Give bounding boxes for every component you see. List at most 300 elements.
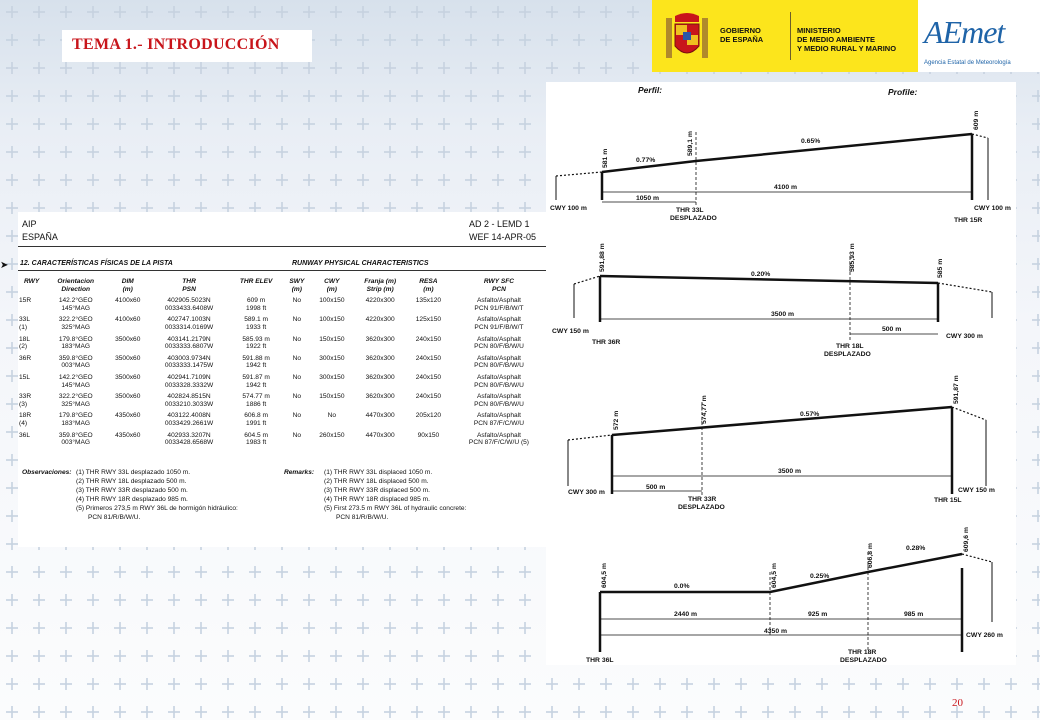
p3-elev-right: 591,87 m [953, 375, 960, 404]
cell-elev2: 1991 ft [246, 419, 267, 427]
table-cell [283, 410, 310, 429]
cell-sfc2: PCN 87/F/C/W/U (5) [468, 439, 530, 447]
p4-slope-2: 0.25% [810, 573, 830, 580]
table-cell [353, 334, 406, 353]
table-cell [18, 430, 45, 449]
p3-cwy-left: CWY 300 m [568, 489, 605, 496]
table-cell [450, 353, 548, 372]
column-header-line-2: (m) [326, 285, 337, 293]
table-cell [310, 295, 353, 314]
column-header [149, 276, 229, 295]
cell-dir1: 322.2°GEO [58, 393, 93, 401]
cell-thr2: 0033433.6408W [164, 304, 214, 312]
section-title-es: 12. CARACTERÍSTICAS FÍSICAS DE LA PISTA [20, 260, 173, 267]
cell-sfc2: PCN 91/F/B/W/T [474, 323, 524, 331]
profile-1 [556, 132, 988, 206]
logo-divider [790, 12, 791, 60]
table-cell [106, 314, 149, 333]
aip-runway-table-document [0, 212, 548, 547]
table-cell [407, 430, 450, 449]
section-title-en: RUNWAY PHYSICAL CHARACTERISTICS [292, 260, 429, 267]
p3-elev-mid: 574,77 m [701, 395, 708, 424]
note-line: (1) THR RWY 33L desplazado 1050 m. [76, 469, 191, 476]
cell-cwy: 100x150 [319, 316, 345, 324]
p1-thr-displaced-1: THR 33L [676, 207, 704, 214]
cell-rwy1: 33R [19, 393, 32, 401]
table-cell [283, 314, 310, 333]
table-cell [353, 430, 406, 449]
p3-thr-displaced-1: THR 33R [688, 496, 717, 503]
cell-elev2: 1886 ft [246, 400, 267, 408]
cell-rwy1: 15R [19, 297, 32, 305]
aip-page-ref: AD 2 - LEMD 1 [469, 219, 530, 229]
table-cell [310, 372, 353, 391]
table-cell [407, 353, 450, 372]
p4-slope-3: 0.28% [906, 545, 926, 552]
observations [22, 468, 282, 522]
p3-thr-end: THR 15L [934, 497, 962, 504]
cell-resa: 125x150 [415, 316, 442, 324]
cell-rwy2: (1) [19, 323, 28, 331]
p1-elev-mid: 589,1 m [687, 131, 694, 156]
p1-elev-left: 581 m [602, 148, 609, 168]
gov-line-1: GOBIERNO [720, 26, 761, 35]
note-line: (4) THR RWY 18R desplazado 985 m. [76, 496, 188, 503]
table-cell [310, 410, 353, 429]
cell-sfc1: Asfalto/Asphalt [476, 393, 521, 401]
column-header [450, 276, 548, 295]
column-header-line-2: (m) [423, 285, 434, 293]
cell-resa: 90x150 [417, 431, 440, 439]
p2-dist-total: 3500 m [771, 311, 795, 318]
table-cell [283, 430, 310, 449]
cell-swy: No [292, 316, 302, 324]
p2-cwy-left: CWY 150 m [552, 328, 589, 335]
table-cell [407, 314, 450, 333]
table-cell [229, 372, 284, 391]
cell-sfc1: Asfalto/Asphalt [476, 297, 521, 305]
column-header-line-1: RWY [23, 278, 40, 285]
aip-label: AIP [22, 219, 37, 229]
arrow-icon: ➤ [0, 260, 9, 271]
table-cell [45, 430, 106, 449]
table-cell [450, 410, 548, 429]
cell-thr1: 402933.3207N [167, 431, 211, 439]
table-header-row [18, 276, 548, 295]
cell-elev2: 1942 ft [246, 381, 267, 389]
cell-elev1: 591.88 m [242, 354, 270, 362]
table-row [18, 391, 548, 410]
column-header-line-2: Direction [61, 285, 90, 293]
cell-dir2: 183°MAG [61, 343, 91, 351]
column-header [283, 276, 310, 295]
cell-elev1: 574.77 m [242, 393, 270, 401]
remarks-title: Remarks: [284, 469, 315, 476]
column-header-line-1: THR [182, 278, 196, 285]
cell-sfc1: Asfalto/Asphalt [476, 316, 521, 324]
cell-rwy2: (4) [19, 419, 28, 427]
p2-dist-displaced: 500 m [882, 326, 902, 333]
page-number: 20 [952, 697, 963, 709]
cell-dim: 4100x60 [115, 297, 141, 305]
cell-sfc2: PCN 80/F/B/W/U [474, 400, 524, 408]
p1-cwy-left: CWY 100 m [550, 205, 587, 212]
p2-slope: 0.20% [751, 271, 771, 278]
table-cell [353, 391, 406, 410]
cell-elev1: 591.87 m [242, 373, 270, 381]
table-cell [283, 372, 310, 391]
cell-dir1: 179.8°GEO [58, 335, 93, 343]
p4-elev-a: 604,5 m [601, 563, 608, 588]
aemet-logo [918, 0, 1040, 72]
cell-thr1: 402941.7109N [167, 373, 211, 381]
note-line: (2) THR RWY 18L displaced 500 m. [324, 478, 429, 485]
cell-thr2: 0033314.0169W [164, 323, 214, 331]
table-cell [45, 314, 106, 333]
note-line: (3) THR RWY 33R displaced 500 m. [324, 487, 430, 494]
cell-elev2: 1942 ft [246, 362, 267, 370]
cell-rwy1: 18R [19, 412, 32, 420]
observations-title: Observaciones: [22, 469, 72, 476]
cell-elev2: 1983 ft [246, 439, 267, 447]
cell-elev1: 585.93 m [242, 335, 270, 343]
cell-rwy2: (2) [19, 343, 28, 351]
cell-dir1: 359.8°GEO [58, 431, 93, 439]
table-cell [229, 430, 284, 449]
cell-elev2: 1922 ft [246, 343, 267, 351]
p2-elev-mid: 585,93 m [849, 243, 856, 272]
aemet-wordmark: AEmet [924, 14, 1005, 50]
cell-sfc2: PCN 87/F/C/W/U [473, 419, 525, 427]
cell-thr2: 0033429.2661W [164, 419, 214, 427]
cell-dir2: 325°MAG [61, 323, 91, 331]
p3-cwy-right: CWY 150 m [958, 487, 995, 494]
column-header [18, 276, 45, 295]
column-header-line-2: Strip (m) [366, 285, 394, 293]
profile-4 [600, 552, 992, 652]
table-row [18, 314, 548, 333]
cell-strip: 3620x300 [365, 373, 395, 381]
coat-of-arms-icon [662, 10, 712, 64]
ministry-line-2: DE MEDIO AMBIENTE [797, 35, 876, 44]
table-cell [450, 295, 548, 314]
profiles-svg [546, 82, 1016, 665]
table-cell [18, 314, 45, 333]
note-line: PCN 81/R/B/W/U. [88, 514, 141, 521]
runway-table [18, 276, 548, 449]
cell-thr1: 402905.5023N [167, 297, 211, 305]
runway-profiles-diagram [546, 82, 1016, 665]
p3-elev-left: 572 m [613, 410, 620, 430]
p4-cwy-right: CWY 260 m [966, 632, 1003, 639]
cell-elev1: 609 m [246, 297, 266, 305]
perfil-label: Perfil: [638, 85, 663, 95]
cell-dim: 3500x60 [115, 335, 141, 343]
p4-slope-1: 0.0% [674, 583, 690, 590]
cell-dir2: 183°MAG [61, 419, 91, 427]
cell-swy: No [292, 335, 302, 343]
cell-swy: No [292, 431, 302, 439]
cell-dir2: 325°MAG [61, 400, 91, 408]
cell-dim: 4350x60 [115, 412, 141, 420]
p2-elev-left: 591,88 m [599, 243, 606, 272]
table-cell [407, 334, 450, 353]
remarks-list [324, 468, 466, 522]
cell-resa: 240x150 [415, 393, 442, 401]
cell-sfc2: PCN 80/F/B/W/U [474, 362, 524, 370]
cell-strip: 4470x300 [365, 431, 395, 439]
cell-rwy2: (3) [19, 400, 28, 408]
aip-header-rule [18, 246, 548, 247]
table-cell [18, 334, 45, 353]
table-cell [18, 410, 45, 429]
table-cell [149, 372, 229, 391]
cell-cwy: 150x150 [319, 393, 345, 401]
table-cell [45, 295, 106, 314]
ministry-line-1: MINISTERIO [797, 26, 841, 35]
table-cell [450, 314, 548, 333]
government-ministry-logo [652, 0, 918, 72]
column-header-line-1: Orientacion [57, 278, 95, 285]
table-cell [45, 410, 106, 429]
column-header-line-2: (m) [122, 285, 133, 293]
cell-strip: 3620x300 [365, 393, 395, 401]
ministry-text [797, 26, 917, 53]
table-cell [18, 391, 45, 410]
gov-line-2: DE ESPAÑA [720, 35, 764, 44]
p4-elev-c: 606,8 m [867, 543, 874, 568]
p2-thr-displaced-1: THR 18L [836, 343, 864, 350]
cell-elev2: 1933 ft [246, 323, 267, 331]
cell-swy: No [292, 373, 302, 381]
cell-thr2: 0033333.1475W [164, 362, 214, 370]
cell-strip: 4470x300 [365, 412, 395, 420]
table-cell [353, 372, 406, 391]
cell-dim: 3500x60 [115, 393, 141, 401]
section-rule [18, 270, 548, 271]
column-header-line-1: RESA [419, 278, 438, 285]
table-cell [450, 372, 548, 391]
column-header-line-2: PCN [492, 285, 506, 293]
p4-thr-displaced-1: THR 18R [848, 649, 877, 656]
cell-strip: 3620x300 [365, 354, 395, 362]
table-cell [106, 334, 149, 353]
table-cell [18, 372, 45, 391]
note-line: PCN 81/R/B/W/U. [336, 514, 389, 521]
cell-dim: 3500x60 [115, 354, 141, 362]
cell-sfc2: PCN 91/F/B/W/T [474, 304, 524, 312]
cell-thr2: 0033428.6568W [164, 439, 214, 447]
note-line: (5) First 273.5 m RWY 36L of hydraulic concrete: [324, 505, 467, 512]
cell-strip: 4220x300 [365, 297, 395, 305]
cell-sfc1: Asfalto/Asphalt [476, 373, 521, 381]
table-cell [106, 430, 149, 449]
table-cell [310, 353, 353, 372]
cell-sfc2: PCN 80/F/B/W/U [474, 343, 524, 351]
table-cell [407, 372, 450, 391]
note-line: (5) Primeros 273,5 m RWY 36L de hormigón hidráulico: [76, 505, 238, 512]
p3-slope: 0.57% [800, 411, 820, 418]
cell-dir1: 359.8°GEO [58, 354, 93, 362]
table-cell [18, 353, 45, 372]
cell-cwy: 260x150 [319, 431, 345, 439]
cell-dir1: 322.2°GEO [58, 316, 93, 324]
p3-dist-displaced: 500 m [646, 484, 666, 491]
cell-rwy1: 15L [19, 373, 31, 381]
table-cell [283, 391, 310, 410]
cell-resa: 240x150 [415, 354, 442, 362]
table-cell [283, 334, 310, 353]
cell-dir2: 145°MAG [61, 381, 91, 389]
cell-dir1: 142.2°GEO [58, 297, 93, 305]
table-row [18, 410, 548, 429]
note-line: (4) THR RWY 18R displaced 985 m. [324, 496, 430, 503]
table-cell [310, 314, 353, 333]
p4-thr-start: THR 36L [586, 657, 614, 664]
table-cell [283, 295, 310, 314]
cell-thr2: 0033210.3033W [164, 400, 214, 408]
remarks [284, 468, 546, 522]
table-row [18, 353, 548, 372]
table-row [18, 295, 548, 314]
table-cell [229, 314, 284, 333]
table-cell [310, 334, 353, 353]
table-row [18, 334, 548, 353]
p1-elev-right: 609 m [973, 110, 980, 130]
aip-effective-date: WEF 14-APR-05 [469, 232, 537, 242]
table-cell [229, 295, 284, 314]
table-cell [353, 353, 406, 372]
cell-dir1: 179.8°GEO [58, 412, 93, 420]
cell-dim: 4350x60 [115, 431, 141, 439]
note-line: (2) THR RWY 18L desplazado 500 m. [76, 478, 187, 485]
cell-dir2: 145°MAG [61, 304, 91, 312]
aip-header-right [469, 218, 544, 244]
cell-strip: 4220x300 [365, 316, 395, 324]
table-cell [149, 334, 229, 353]
column-header-line-1: THR ELEV [239, 278, 273, 285]
p2-cwy-right: CWY 300 m [946, 333, 983, 340]
cell-swy: No [292, 393, 302, 401]
cell-swy: No [292, 297, 302, 305]
table-cell [310, 430, 353, 449]
cell-sfc1: Asfalto/Asphalt [476, 354, 521, 362]
p1-slope-1: 0.77% [636, 157, 656, 164]
table-cell [229, 391, 284, 410]
table-cell [353, 314, 406, 333]
note-line: (1) THR RWY 33L displaced 1050 m. [324, 469, 433, 476]
column-header-line-1: SWY [289, 278, 305, 285]
p4-dist-1: 2440 m [674, 611, 698, 618]
profile-3 [568, 402, 986, 496]
cell-dim: 4100x60 [115, 316, 141, 324]
cell-dir2: 003°MAG [61, 362, 91, 370]
table-row [18, 430, 548, 449]
cell-cwy: 300x150 [319, 373, 345, 381]
p1-dist-total: 4100 m [774, 184, 798, 191]
cell-elev1: 606.8 m [244, 412, 269, 420]
cell-dir2: 003°MAG [61, 439, 91, 447]
p4-elev-d: 609,6 m [963, 527, 970, 552]
note-line: (3) THR RWY 33R desplazado 500 m. [76, 487, 188, 494]
government-text [720, 26, 790, 44]
column-header-line-2: PSN [182, 285, 196, 293]
cell-swy: No [292, 354, 302, 362]
cell-resa: 240x150 [415, 335, 442, 343]
p4-dist-total: 4350 m [764, 628, 788, 635]
cell-rwy1: 18L [19, 335, 31, 343]
column-header-line-1: CWY [324, 278, 340, 285]
cell-resa: 240x150 [415, 373, 442, 381]
cell-thr1: 403141.2179N [167, 335, 211, 343]
column-header [407, 276, 450, 295]
p4-dist-3: 985 m [904, 611, 924, 618]
table-cell [229, 334, 284, 353]
p4-thr-displaced-2: DESPLAZADO [840, 657, 887, 664]
column-header [229, 276, 284, 295]
table-cell [149, 295, 229, 314]
cell-sfc2: PCN 80/F/B/W/U [474, 381, 524, 389]
table-row [18, 372, 548, 391]
cell-cwy: 300x150 [319, 354, 345, 362]
p2-thr-start: THR 36R [592, 339, 621, 346]
p2-elev-right: 585 m [937, 258, 944, 278]
table-cell [407, 391, 450, 410]
cell-cwy: 150x150 [319, 335, 345, 343]
table-cell [407, 295, 450, 314]
cell-resa: 135x120 [415, 297, 442, 305]
table-cell [149, 314, 229, 333]
observations-list [76, 468, 238, 522]
slide-title: TEMA 1.- INTRODUCCIÓN [62, 30, 312, 62]
cell-sfc1: Asfalto/Asphalt [476, 335, 521, 343]
cell-swy: No [292, 412, 302, 420]
cell-strip: 3620x300 [365, 335, 395, 343]
p1-thr-end: THR 15R [954, 217, 983, 224]
cell-rwy1: 36L [19, 431, 31, 439]
ministry-line-3: Y MEDIO RURAL Y MARINO [797, 44, 897, 53]
p1-slope-2: 0.65% [801, 138, 821, 145]
cell-cwy: 100x150 [319, 297, 345, 305]
table-cell [450, 334, 548, 353]
cell-resa: 205x120 [415, 412, 442, 420]
p4-elev-b: 604,5 m [771, 563, 778, 588]
cell-elev2: 1998 ft [246, 304, 267, 312]
cell-thr2: 0033328.3332W [164, 381, 214, 389]
column-header-line-2: (m) [291, 285, 302, 293]
cell-thr1: 403003.9734N [167, 354, 211, 362]
table-cell [45, 353, 106, 372]
p1-thr-displaced-2: DESPLAZADO [670, 215, 717, 222]
table-cell [450, 391, 548, 410]
table-cell [106, 410, 149, 429]
aip-country: ESPAÑA [22, 232, 58, 242]
cell-dim: 3500x60 [115, 373, 141, 381]
p1-cwy-right: CWY 100 m [974, 205, 1011, 212]
table-cell [229, 353, 284, 372]
table-cell [106, 295, 149, 314]
table-cell [353, 295, 406, 314]
aemet-subtitle: Agencia Estatal de Meteorología [924, 60, 1011, 66]
table-cell [229, 410, 284, 429]
column-header-line-1: DIM [121, 278, 134, 285]
p4-dist-2: 925 m [808, 611, 828, 618]
cell-elev1: 604.5 m [244, 431, 269, 439]
cell-thr2: 0033333.6807W [164, 343, 214, 351]
column-header [45, 276, 106, 295]
cell-sfc1: Asfalto/Asphalt [476, 412, 521, 420]
column-header [353, 276, 406, 295]
